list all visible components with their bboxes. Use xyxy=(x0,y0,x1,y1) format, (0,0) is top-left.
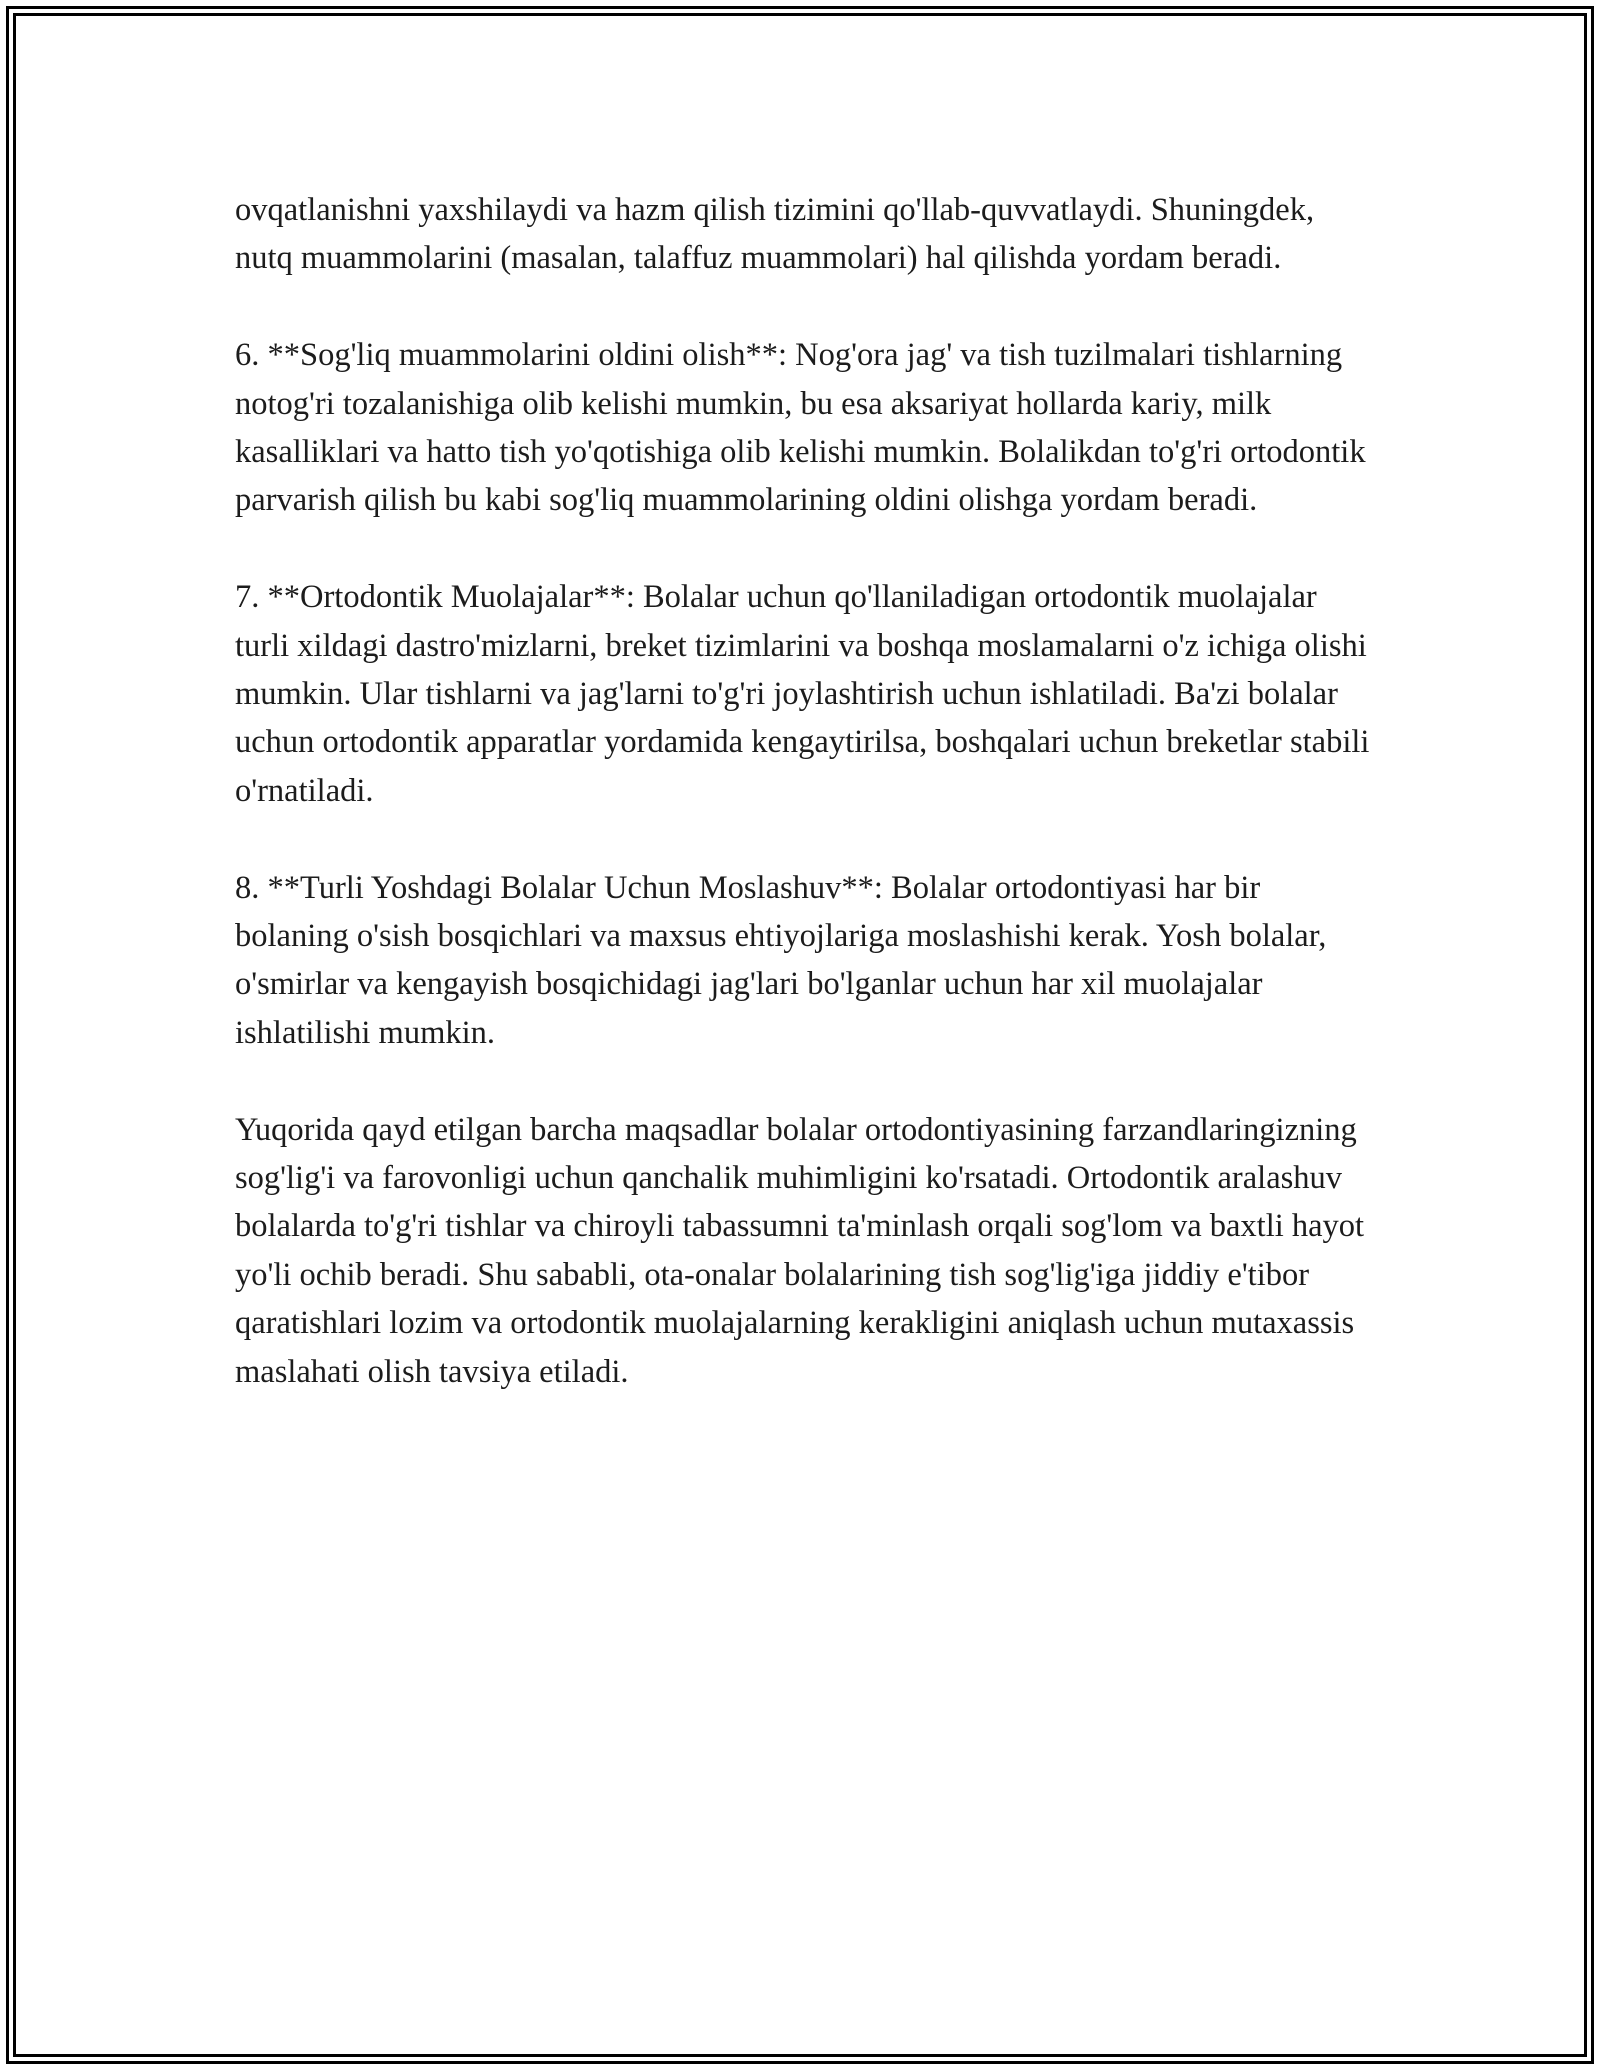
paragraph-item-7: 7. **Ortodontik Muolajalar**: Bolalar uchun qo'llaniladigan ortodontik muolajalar turli xildagi dastro'mizlarni, breket tizimlarini va boshqa moslamalarni o'z ichiga olishi mumkin. Ular tishlarni va jag'larni to'g'ri joylashtirish uchun ishlatiladi. Ba'zi bolalar uchun ortodontik apparatlar yordamida kengaytirilsa, boshqalari uchun breketlar stabili o'rnatiladi. xyxy=(235,579,1370,809)
paragraph-item-8: 8. **Turli Yoshdagi Bolalar Uchun Moslashuv**: Bolalar ortodontiyasi har bir bolaning o'sish bosqichlari va maxsus ehtiyojlariga moslashishi kerak. Yosh bolalar, o'smirlar va kengayish bosqichidagi jag'lari bo'lganlar uchun har xil muolajalar ishlatilishi mumkin. xyxy=(235,869,1327,1051)
document-body xyxy=(235,186,1375,1396)
paragraph-continuation: ovqatlanishni yaxshilaydi va hazm qilish tizimini qo'llab-quvvatlaydi. Shuningdek, nutq muammolarini (masalan, talaffuz muammolari) hal qilishda yordam beradi. xyxy=(235,192,1315,277)
paragraph-conclusion: Yuqorida qayd etilgan barcha maqsadlar bolalar ortodontiyasining farzandlaringizning sog'lig'i va farovonligi uchun qanchalik muhimligini ko'rsatadi. Ortodontik aralashuv bolalarda to'g'ri tishlar va chiroyli tabassumni ta'minlash orqali sog'lom va baxtli hayot yo'li ochib beradi. Shu sababli, ota-onalar bolalarining tish sog'lig'iga jiddiy e'tibor qaratishlari lozim va ortodontik muolajalarning kerakligini aniqlash uchun mutaxassis maslahati olish tavsiya etiladi. xyxy=(235,1111,1365,1390)
paragraph-item-6: 6. **Sog'liq muammolarini oldini olish**: Nog'ora jag' va tish tuzilmalari tishlarning notog'ri tozalanishiga olib kelishi mumkin, bu esa aksariyat hollarda kariy, milk kasalliklari va hatto tish yo'qotishiga olib kelishi mumkin. Bolalikdan to'g'ri ortodontik parvarish qilish bu kabi sog'liq muammolarining oldini olishga yordam beradi. xyxy=(235,337,1366,519)
